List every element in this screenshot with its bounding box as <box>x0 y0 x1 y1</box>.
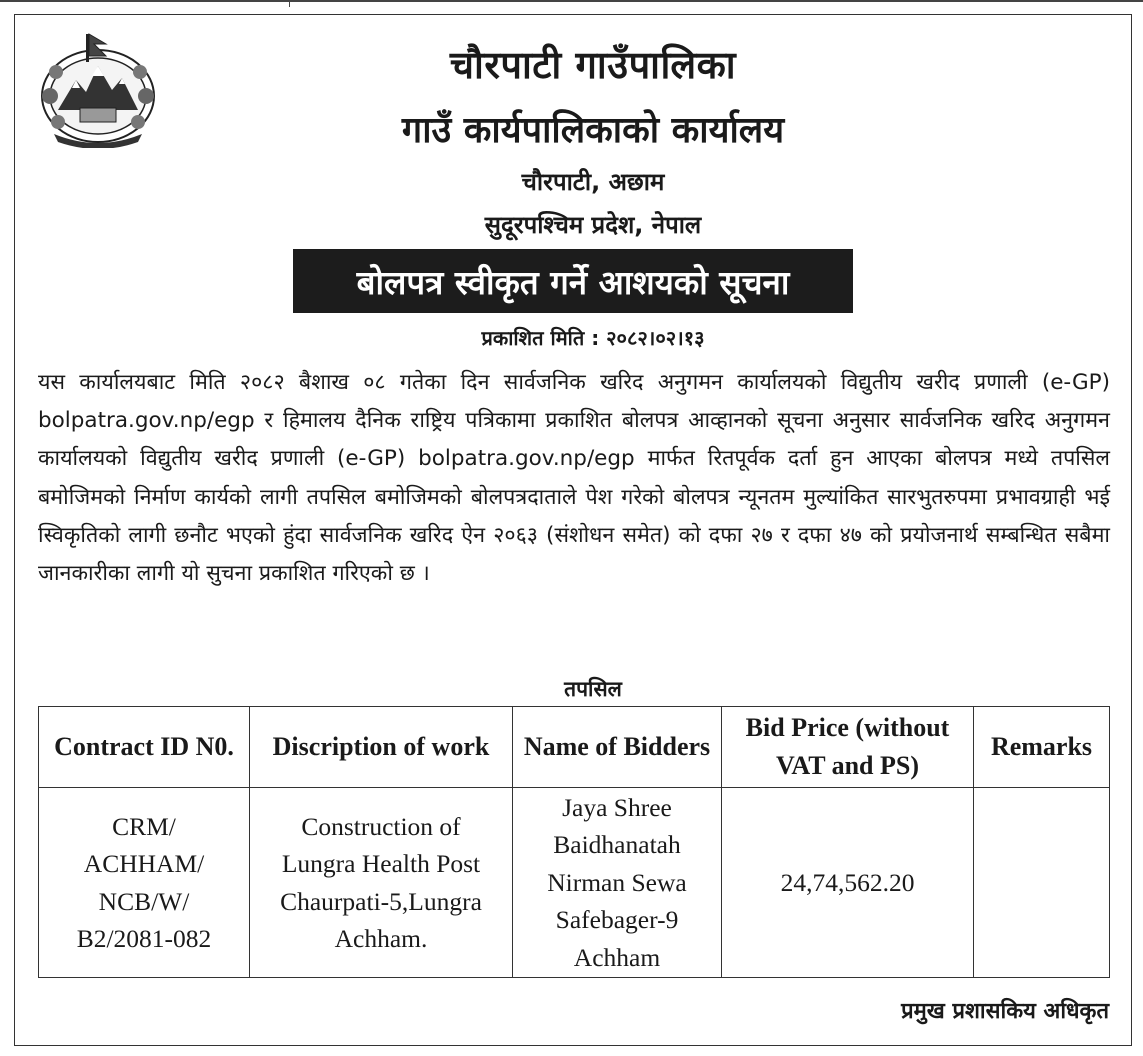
description-line: Achham. <box>334 924 428 953</box>
header-bid-price: Bid Price (without VAT and PS) <box>722 707 974 788</box>
bidder-line: Jaya Shree <box>562 792 672 822</box>
office-location: चौरपाटी, अछाम <box>521 168 665 196</box>
header-bidders: Name of Bidders <box>513 707 722 788</box>
top-rule-tick <box>289 0 290 7</box>
bidder-line: Safebager-9 <box>555 905 679 935</box>
nepal-emblem-icon <box>36 30 160 148</box>
header-remarks: Remarks <box>974 707 1110 788</box>
header-description: Discription of work <box>250 707 513 788</box>
cell-description <box>250 788 513 978</box>
notice-title: बोलपत्र स्वीकृत गर्ने आशयको सूचना <box>356 262 790 302</box>
cell-bidders <box>513 788 722 978</box>
cell-contract-id <box>39 788 250 978</box>
description-line: Construction of <box>301 811 461 841</box>
signature-title: प्रमुख प्रशासकिय अधिकृत <box>901 999 1109 1024</box>
description-line: Lungra Health Post <box>281 849 481 878</box>
top-rule <box>0 0 1143 2</box>
description-line: Chaurpati-5,Lungra <box>280 886 482 916</box>
bid-table <box>38 706 1110 978</box>
table-caption: तपसिल <box>564 677 622 701</box>
province-name: सुदूरपश्चिम प्रदेश, नेपाल <box>484 211 702 239</box>
contract-id-line: NCB/W/ <box>98 886 190 916</box>
published-date: प्रकाशित मिति : २०८२।०२।१३ <box>481 326 705 350</box>
header-contract-id: Contract ID N0. <box>39 707 250 788</box>
office-name: गाउँ कार्यपालिकाको कार्यालय <box>401 110 785 151</box>
table-row <box>39 788 1110 978</box>
contract-id-line: B2/2081-082 <box>76 924 212 953</box>
bidder-line: Nirman Sewa <box>547 867 687 897</box>
notice-title-banner <box>293 249 853 313</box>
bidder-line: Baidhanatah <box>553 830 681 860</box>
contract-id-line: ACHHAM/ <box>83 849 205 878</box>
notice-body: यस कार्यालयबाट मिति २०८२ बैशाख ०८ गतेका दिन सार्वजनिक खरिद अनुगमन कार्यालयको विद्युतीय खरीद प्रणाली (e-GP) bolpatra.gov.np/egp र हिमालय दैनिक राष्ट्रिय पत्रिकामा प्रकाशित बोलपत्र आव्हानको सूचना अनुसार सार्वजनिक खरिद अनुगमन कार्यालयको विद्युतीय खरीद प्रणाली (e-GP) bolpatra.gov.np/egp मार्फत रितपूर्वक दर्ता हुन आएका बोलपत्र मध्ये तपसिल बमोजिमको निर्माण कार्यको लागी तपसिल बमोजिमको बोलपत्रदाताले पेश गरेको बोलपत्र न्यूनतम मुल्यांकित सारभुतरुपमा प्रभावग्राही भई स्विकृतिको लागी छनौट भएको हुंदा सार्वजनिक खरिद ऐन २०६३ (संशोधन समेत) को दफा २७ र दफा ४७ को प्रयोजनार्थ सम्बन्धित सबैमा जानकारीका लागी यो सुचना प्रकाशित गरिएको छ । <box>38 370 1110 587</box>
cell-bid-price: 24,74,562.20 <box>722 788 974 978</box>
cell-remarks <box>974 788 1110 978</box>
municipality-name: चौरपाटी गाउँपालिका <box>449 43 737 87</box>
table-header-row <box>39 707 1110 788</box>
contract-id-line: CRM/ <box>112 811 176 841</box>
bidder-line: Achham <box>573 942 661 972</box>
